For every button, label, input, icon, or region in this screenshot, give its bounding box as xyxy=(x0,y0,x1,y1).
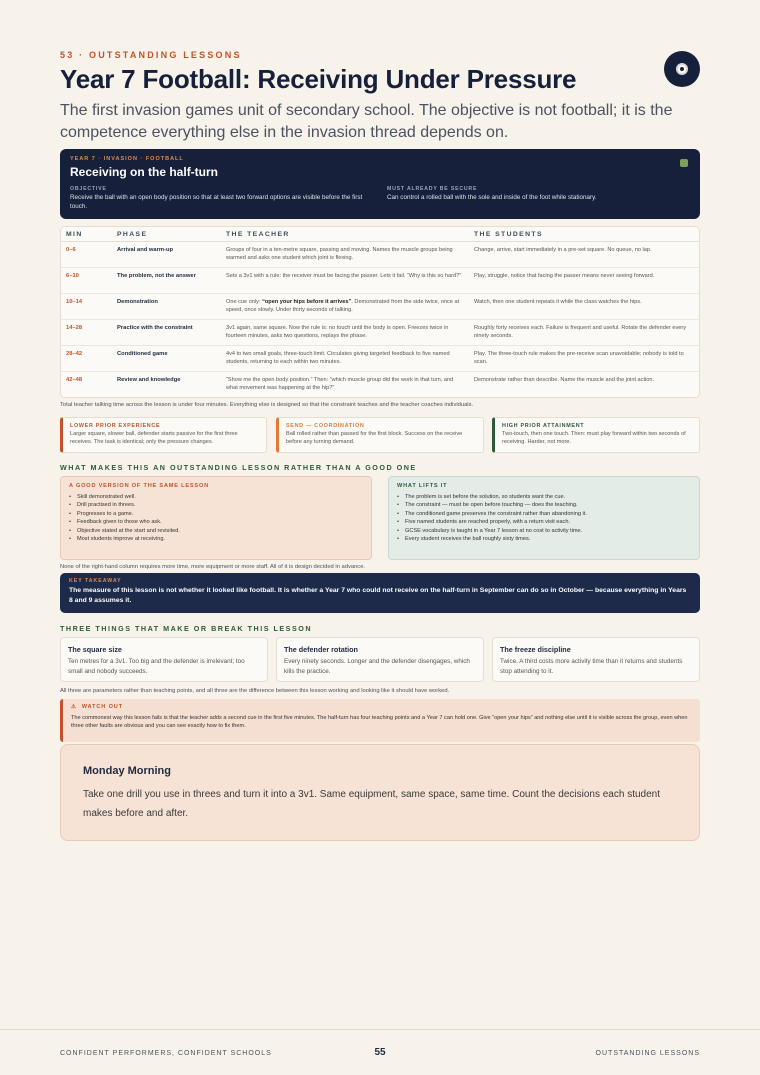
make-or-break-card xyxy=(60,637,268,682)
table-header xyxy=(61,227,699,242)
row-min: 28–42 xyxy=(66,351,83,357)
adaptation-label: HIGH PRIOR ATTAINMENT xyxy=(502,423,585,429)
section-heading-compare: WHAT MAKES THIS AN OUTSTANDING LESSON RATHER THAN A GOOD ONE xyxy=(60,463,417,472)
list-item: • Five named students are reached properly, with a return visit each. xyxy=(397,518,691,526)
adaptation-cards xyxy=(60,417,700,453)
football-icon xyxy=(664,51,700,87)
teacher-text-cont: . Demonstrated from the side twice, once at speed, once slowly. Under thirty seconds of talking. xyxy=(226,299,460,313)
adaptation-label: LOWER PRIOR EXPERIENCE xyxy=(70,423,161,429)
table-row xyxy=(61,242,699,268)
adaptation-card xyxy=(492,417,700,453)
teacher-text: Groups of four in a ten-metre square, passing and moving. Names the muscle groups being warmed and asks one student which joint is flexing. xyxy=(226,247,453,261)
teacher-text: “Show me the open body position.” Then: “which muscle group did the work in that turn, and what movement was happening at the hip?” xyxy=(226,377,454,391)
good-version-list xyxy=(69,493,363,543)
adaptation-label: SEND — COORDINATION xyxy=(286,423,365,429)
row-students: Demonstrate rather than describe. Name the muscle and the joint action. xyxy=(474,377,655,383)
row-phase: Conditioned game xyxy=(117,351,168,357)
row-min: 42–48 xyxy=(66,377,83,383)
page-title: Year 7 Football: Receiving Under Pressure xyxy=(60,64,577,94)
row-phase: Arrival and warm-up xyxy=(117,247,174,253)
row-teacher xyxy=(226,299,466,314)
page-subtitle: The first invasion games unit of secondary school. The objective is not football; it is the competence everything else in the invasion thread depends on. xyxy=(60,102,673,141)
monday-text: Take one drill you use in threes and turn it into a 3v1. Same equipment, same space, same time. Count the decisions each student makes before and after. xyxy=(83,789,660,819)
prerequisite-block xyxy=(387,186,687,203)
prerequisite-text: Can control a rolled ball with the sole and inside of the foot while stationary. xyxy=(387,194,597,201)
row-students: Play. The three-touch rule makes the pre-receive scan unavoidable; nobody is told to scan. xyxy=(474,351,684,365)
watch-out-text: The commonest way this lesson fails is that the teacher adds a second cue in the first five minutes. The half-turn has four teaching points and a Year 7 can hold one. Give “open your hips” and nothing else until it is visible across the group, even when three other faults are obvious and you can see exactly how to fix them. xyxy=(71,715,688,729)
card-title: The freeze discipline xyxy=(500,645,571,654)
monday-title: Monday Morning xyxy=(83,765,171,777)
objective-label: OBJECTIVE xyxy=(70,186,107,192)
row-phase: The problem, not the answer xyxy=(117,273,196,279)
page-number: 55 xyxy=(374,1047,386,1058)
watch-out-label: WATCH OUT xyxy=(81,704,124,710)
list-item: • Most students improve at receiving. xyxy=(69,535,363,543)
adaptation-card xyxy=(60,417,267,453)
adaptation-text: Ball rolled rather than passed for the first block. Success on the receive before any turning demand. xyxy=(286,431,463,445)
list-item: • The conditioned game preserves the constraint rather than abandoning it. xyxy=(397,510,691,518)
teacher-text: 4v4 to two small goals, three-touch limit. Circulates giving targeted feedback to five named students, returning to each within two minutes. xyxy=(226,351,450,365)
teacher-text: Sets a 3v1 with a rule: the receiver must be facing the passer. Lets it fail. “Why is this so hard?” xyxy=(226,273,462,279)
objective-text: Receive the ball with an open body position so that at least two forward options are visible before the first touch. xyxy=(70,194,363,210)
make-or-break-card xyxy=(276,637,484,682)
takeaway-label: KEY TAKEAWAY xyxy=(69,578,122,584)
row-teacher xyxy=(226,377,466,392)
list-item: • Objective stated at the start and revisited. xyxy=(69,527,363,535)
row-teacher xyxy=(226,273,466,281)
table-row xyxy=(61,372,699,398)
lesson-timeline-table xyxy=(60,226,700,398)
row-students: Play, struggle, notice that facing the passer means never seeing forward. xyxy=(474,273,655,279)
list-item: • GCSE vocabulary is taught in a Year 7 lesson at no cost to activity time. xyxy=(397,527,691,535)
lesson-title: Receiving on the half-turn xyxy=(70,165,219,179)
page-footer xyxy=(0,1029,760,1075)
card-title: The square size xyxy=(68,645,122,654)
list-item: • Every student receives the ball roughly sixty times. xyxy=(397,535,691,543)
good-version-label: A GOOD VERSION OF THE SAME LESSON xyxy=(69,483,209,489)
row-teacher xyxy=(226,351,466,366)
three-note: All three are parameters rather than teaching points, and all three are the difference between this lesson working and looking like it should have worked. xyxy=(60,688,450,694)
section-heading-three: THREE THINGS THAT MAKE OR BREAK THIS LESSON xyxy=(60,624,313,633)
good-version-box xyxy=(60,476,372,560)
row-students: Watch, then one student repeats it while the class watches the hips. xyxy=(474,299,642,305)
header-students: THE STUDENTS xyxy=(474,231,543,238)
row-phase: Review and knowledge xyxy=(117,377,181,383)
lifts-it-list xyxy=(397,493,691,543)
row-teacher xyxy=(226,325,466,340)
lesson-summary-card xyxy=(60,149,700,219)
book-icon xyxy=(680,159,688,167)
table-row xyxy=(61,320,699,346)
row-phase: Practice with the constraint xyxy=(117,325,193,331)
footer-left: CONFIDENT PERFORMERS, CONFIDENT SCHOOLS xyxy=(60,1050,272,1057)
list-item: • The problem is set before the solution, so students want the cue. xyxy=(397,493,691,501)
card-text: Ten metres for a 3v1. Too big and the defender is irrelevant; too small and nobody succeeds. xyxy=(68,658,245,675)
row-min: 14–28 xyxy=(66,325,83,331)
warning-icon: ⚠ xyxy=(71,704,77,710)
row-min: 0–6 xyxy=(66,247,76,253)
list-item: • Skill demonstrated well. xyxy=(69,493,363,501)
watch-out-box xyxy=(60,699,700,742)
table-row xyxy=(61,346,699,372)
row-min: 10–14 xyxy=(66,299,83,305)
card-title: The defender rotation xyxy=(284,645,358,654)
lifts-it-box xyxy=(388,476,700,560)
takeaway-text: The measure of this lesson is not whether it looked like football. It is whether a Year 7 who could not receive on the half-turn in September can do so in October — because everything in Years 8 and 9 assumes it. xyxy=(69,587,687,604)
lesson-tag: YEAR 7 · INVASION · FOOTBALL xyxy=(70,156,184,162)
table-note: Total teacher talking time across the lesson is under four minutes. Everything else is designed so that the constraint teaches and the teacher coaches individuals. xyxy=(60,402,474,408)
prerequisite-label: MUST ALREADY BE SECURE xyxy=(387,186,478,192)
card-text: Twice. A third costs more activity time than it returns and students stop attending to it. xyxy=(500,658,683,675)
adaptation-text: Larger square, slower ball, defender starts passive for the first three receives. The task is identical; only the pressure changes. xyxy=(70,431,238,445)
monday-morning-box xyxy=(60,744,700,841)
watch-out-heading xyxy=(71,704,692,710)
list-item: • The constraint — must be open before touching — does the teaching. xyxy=(397,501,691,509)
header-phase: PHASE xyxy=(117,231,148,238)
teacher-text: 3v1 again, same square. Now the rule is: no touch until the body is open. Freezes twice in fourteen minutes, asks two questions, replays the phase. xyxy=(226,325,449,339)
adaptation-text: Two-touch, then one touch. Then: must play forward within two seconds of receiving. Harder, not more. xyxy=(502,431,686,445)
row-students: Change, arrive, start immediately in a pre-set square. No queue, no lap. xyxy=(474,247,652,253)
list-item: • Drill practised in threes. xyxy=(69,501,363,509)
section-kicker: 53 · OUTSTANDING LESSONS xyxy=(60,50,242,60)
key-takeaway xyxy=(60,573,700,613)
footer-right: OUTSTANDING LESSONS xyxy=(595,1050,700,1057)
adaptation-card xyxy=(276,417,484,453)
teacher-cue: “open your hips before it arrives” xyxy=(262,299,352,305)
header-min: MIN xyxy=(66,231,83,238)
objective-block xyxy=(70,186,372,211)
row-teacher xyxy=(226,247,466,262)
make-or-break-card xyxy=(492,637,700,682)
compare-note: None of the right-hand column requires more time, more equipment or more staff. All of it is design decided in advance. xyxy=(60,564,366,570)
list-item: • Feedback given to those who ask. xyxy=(69,518,363,526)
list-item: • Progresses to a game. xyxy=(69,510,363,518)
card-text: Every ninety seconds. Longer and the defender disengages, which kills the practice. xyxy=(284,658,470,675)
table-row xyxy=(61,268,699,294)
table-row xyxy=(61,294,699,320)
row-students: Roughly forty receives each. Failure is frequent and useful. Rotate the defender every ninety seconds. xyxy=(474,325,687,339)
header-teacher: THE TEACHER xyxy=(226,231,290,238)
teacher-text: One cue only: xyxy=(226,299,263,305)
lifts-it-label: WHAT LIFTS IT xyxy=(397,483,448,489)
row-phase: Demonstration xyxy=(117,299,158,305)
row-min: 6–10 xyxy=(66,273,79,279)
